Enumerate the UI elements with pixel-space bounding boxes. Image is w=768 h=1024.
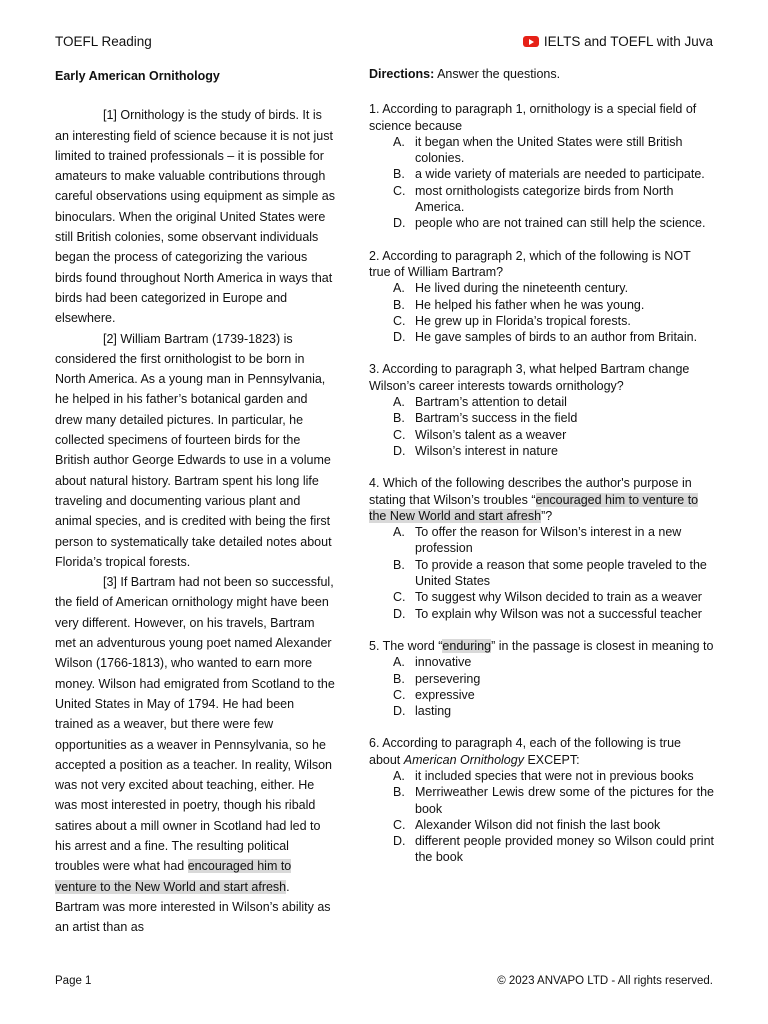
youtube-icon — [523, 36, 539, 47]
question-5 — [369, 638, 714, 719]
passage-paragraph-3 — [55, 572, 335, 937]
option-letter: B. — [393, 297, 405, 312]
option-text: lasting — [415, 704, 452, 719]
passage-paragraph-1: [1] Ornithology is the study of birds. It is an interesting field of science because it is not just limited to trained professionals – it is possible for amateurs to make valuable contributions through careful observations using equipment as simple as binoculars. When the original United States were still British colonies, some observant individuals began the process of categorizing the various birds found throughout North America in ways that birds had been categorized in Europe and elsewhere. — [55, 108, 336, 326]
option-text: Wilson’s talent as a weaver — [415, 427, 567, 442]
stem-text-end: EXCEPT: — [523, 752, 580, 767]
reading-passage — [55, 66, 335, 937]
option-letter: C. — [393, 817, 406, 832]
copyright-notice: © 2023 ANVAPO LTD - All rights reserved. — [497, 975, 713, 987]
option-letter: A. — [393, 655, 405, 670]
answer-option[interactable] — [369, 183, 714, 216]
channel-credit — [523, 34, 713, 49]
directions — [369, 66, 714, 82]
option-letter: C. — [393, 427, 406, 442]
question-stem: 3. According to paragraph 3, what helped Bartram change Wilson’s career interests towards ornithology? — [369, 362, 690, 393]
answer-option[interactable] — [369, 166, 714, 182]
stem-text: 6. According to paragraph 4, each of the following is true about — [369, 736, 681, 767]
option-letter: A. — [393, 768, 405, 783]
highlighted-phrase: encouraged him to venture to the New World and start afresh — [55, 859, 292, 894]
highlighted-phrase: encouraged him to venture to the New World and start afresh — [369, 492, 699, 523]
option-text: To explain why Wilson was not a successful teacher — [415, 606, 702, 621]
option-text: people who are not trained can still help the science. — [415, 216, 706, 231]
directions-text: Answer the questions. — [434, 67, 561, 81]
answer-option[interactable] — [369, 671, 714, 687]
stem-text: 5. The word “ — [369, 638, 443, 653]
option-text: innovative — [415, 655, 472, 670]
passage-title: Early American Ornithology — [55, 69, 220, 83]
highlighted-word: enduring — [442, 638, 492, 653]
answer-option[interactable] — [369, 297, 714, 313]
option-text: He grew up in Florida’s tropical forests. — [415, 313, 631, 328]
option-text: To suggest why Wilson decided to train as a weaver — [415, 590, 702, 605]
answer-option[interactable] — [369, 410, 714, 426]
option-letter: B. — [393, 557, 405, 572]
option-letter: C. — [393, 183, 406, 198]
answer-option[interactable] — [369, 215, 714, 231]
option-letter: C. — [393, 687, 406, 702]
answer-option[interactable] — [369, 329, 714, 345]
option-letter: B. — [393, 167, 405, 182]
option-text: He lived during the nineteenth century. — [415, 281, 629, 296]
answer-option[interactable] — [369, 557, 714, 590]
page-number: Page 1 — [55, 975, 92, 987]
option-text: it included species that were not in previous books — [415, 768, 694, 783]
answer-option[interactable] — [369, 524, 714, 557]
stem-text-end: ” in the passage is closest in meaning to — [491, 638, 714, 653]
question-stem — [369, 735, 714, 768]
channel-name: IELTS and TOEFL with Juva — [543, 34, 713, 49]
question-6 — [369, 735, 714, 865]
answer-option[interactable] — [369, 687, 714, 703]
option-letter: D. — [393, 216, 406, 231]
option-text: To provide a reason that some people traveled to the United States — [415, 557, 707, 589]
option-text: most ornithologists categorize birds from North America. — [415, 183, 674, 215]
option-letter: B. — [393, 411, 405, 426]
option-text: different people provided money so Wilson could print the book — [415, 834, 714, 865]
option-letter: A. — [393, 281, 405, 296]
answer-option[interactable] — [369, 394, 714, 410]
option-text: Bartram’s attention to detail — [415, 395, 567, 410]
option-letter: A. — [393, 395, 405, 410]
option-text: expressive — [415, 687, 475, 702]
stem-text-end: ”? — [541, 508, 553, 523]
answer-option[interactable] — [369, 589, 714, 605]
option-text: persevering — [415, 671, 481, 686]
question-stem: 1. According to paragraph 1, ornithology is a special field of science because — [369, 102, 697, 133]
option-letter: B. — [393, 671, 405, 686]
option-letter: D. — [393, 834, 406, 849]
answer-option[interactable] — [369, 313, 714, 329]
answer-option[interactable] — [369, 134, 714, 167]
answer-option[interactable] — [369, 833, 714, 866]
option-text: Alexander Wilson did not finish the last book — [415, 817, 661, 832]
option-text: Merriweather Lewis drew some of the pictures for the book — [415, 785, 714, 816]
questions-column — [369, 66, 714, 882]
question-1 — [369, 101, 714, 231]
directions-label: Directions: — [369, 67, 435, 81]
option-text: a wide variety of materials are needed to participate. — [415, 167, 705, 182]
paragraph-3-text: [3] If Bartram had not been so successful, the field of American ornithology might have been very different. However, on his travels, Bartram met an adventurous young poet named Alexander Wilson (1766-1813), who wanted to earn more money. Wilson had emigrated from Scotland to the United States in May of 1794. He had been trained as a weaver, but there were few opportunities as a weaver in Pennsylvania, so he accepted a position as a teacher. In reality, Wilson was not very excited about teaching, either. He was most interested in poetry, though his ribald satires about a mill owner in Scotland had led to his arrest and a fine. The resulting political troubles were what had — [55, 575, 335, 874]
answer-option[interactable] — [369, 768, 714, 784]
question-stem — [369, 475, 714, 524]
option-text: it began when the United States were still British colonies. — [415, 134, 683, 166]
question-3 — [369, 361, 714, 459]
stem-text: 4. Which of the following describes the author's purpose in stating that Wilson’s troubles “ — [369, 476, 692, 507]
option-letter: C. — [393, 313, 406, 328]
answer-option[interactable] — [369, 654, 714, 670]
option-letter: D. — [393, 330, 406, 345]
option-letter: B. — [393, 785, 405, 800]
option-text: Bartram’s success in the field — [415, 411, 578, 426]
option-text: He gave samples of birds to an author from Britain. — [415, 330, 698, 345]
option-letter: A. — [393, 134, 405, 149]
answer-option[interactable] — [369, 703, 714, 719]
question-stem: 2. According to paragraph 2, which of the following is NOT true of William Bartram? — [369, 248, 691, 279]
option-text: Wilson’s interest in nature — [415, 443, 558, 458]
document-header-title: TOEFL Reading — [55, 34, 152, 49]
question-4 — [369, 475, 714, 622]
option-letter: C. — [393, 590, 406, 605]
answer-option[interactable] — [369, 817, 714, 833]
question-2 — [369, 248, 714, 346]
answer-option[interactable] — [369, 280, 714, 296]
option-letter: D. — [393, 606, 406, 621]
book-title: American Ornithology — [403, 752, 524, 767]
option-letter: D. — [393, 704, 406, 719]
answer-option[interactable] — [369, 784, 714, 817]
answer-option[interactable] — [369, 427, 714, 443]
answer-option[interactable] — [369, 443, 714, 459]
option-letter: A. — [393, 525, 405, 540]
option-text: He helped his father when he was young. — [415, 297, 645, 312]
question-stem — [369, 638, 714, 654]
option-text: To offer the reason for Wilson’s interest in a new profession — [415, 525, 682, 556]
paragraph-3-continuation: . Bartram was more interested in Wilson’s ability as an artist than as — [55, 879, 331, 935]
answer-option[interactable] — [369, 606, 714, 622]
option-letter: D. — [393, 443, 406, 458]
passage-paragraph-2: [2] William Bartram (1739-1823) is considered the first ornithologist to be born in North America. As a young man in Pennsylvania, he helped in his father’s botanical garden and drew many detailed pictures. In particular, he collected specimens of fourteen birds for the British author George Edwards to use in a volume about natural history. Bartram spent his long life traveling and documenting various plant and animal species, and is credited with being the first person to systematically take detailed notes about Florida’s tropical forests. — [55, 331, 332, 569]
